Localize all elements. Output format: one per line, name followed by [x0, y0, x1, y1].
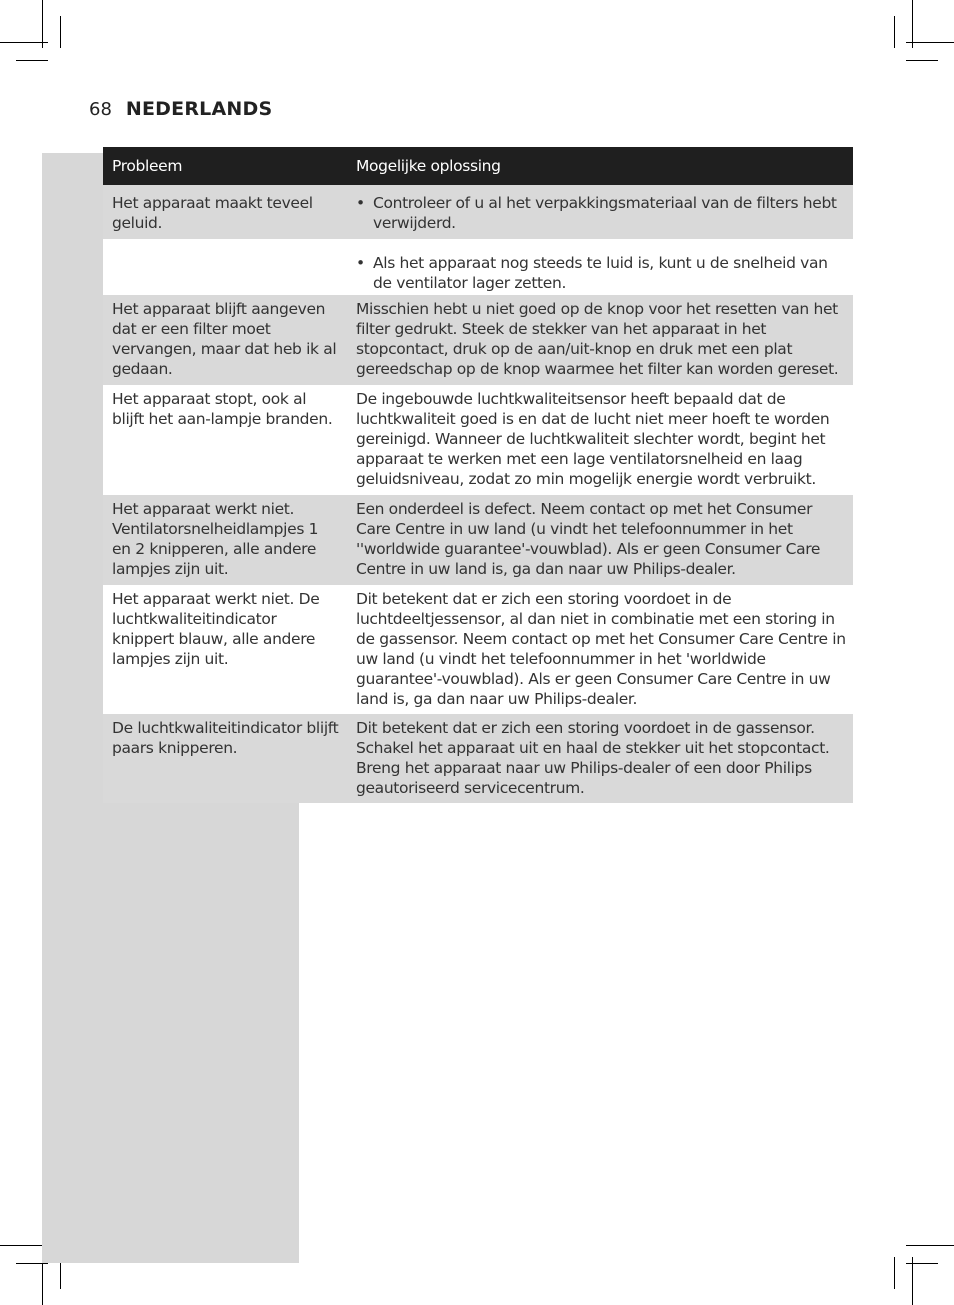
crop-mark — [906, 1263, 938, 1264]
page-number: 68 — [89, 99, 112, 120]
crop-mark — [16, 60, 48, 61]
solution-cell: Dit betekent dat er zich een storing voordoet in de luchtdeeltjessensor, al dan niet in combinatie met een storing in de gassensor. Neem contact op met het Consumer Care Centre in uw land (u vindt het telefoonnummer in het 'worldwide guarantee'-vouwblad). Als er geen Consumer Care Centre in uw land is, ga dan naar uw Philips-dealer. — [356, 590, 846, 708]
bullet-icon: • — [356, 194, 365, 212]
crop-mark — [0, 1245, 48, 1246]
solution-cell: Een onderdeel is defect. Neem contact op met het Consumer Care Centre in uw land (u vindt het telefoonnummer in het ''worldwide guarantee'-vouwblad). Als er geen Consumer Care Centre in uw land is, ga dan naar uw Philips-dealer. — [356, 500, 821, 578]
bullet-icon: • — [356, 254, 365, 272]
troubleshooting-table — [103, 147, 853, 803]
solution-cell — [347, 239, 853, 295]
crop-mark — [60, 16, 61, 48]
crop-mark — [906, 1245, 954, 1246]
crop-mark — [42, 1257, 43, 1305]
table-row — [103, 495, 853, 585]
problem-cell — [103, 239, 347, 295]
problem-cell: Het apparaat werkt niet. De luchtkwaliteitindicator knippert blauw, alle andere lampjes zijn uit. — [112, 590, 320, 668]
page-header — [89, 98, 272, 124]
table-row — [103, 185, 853, 239]
crop-mark — [906, 60, 938, 61]
crop-mark — [912, 1257, 913, 1305]
solution-cell: Dit betekent dat er zich een storing voordoet in de gassensor. Schakel het apparaat uit en haal de stekker uit het stopcontact. Breng het apparaat naar uw Philips-dealer of een door Philips geautoriseerd servicecentrum. — [356, 719, 830, 797]
crop-mark — [894, 1257, 895, 1289]
table-row — [103, 714, 853, 803]
crop-mark — [912, 0, 913, 48]
crop-mark — [42, 0, 43, 48]
solution-cell — [347, 185, 853, 239]
column-header-problem: Probleem — [112, 157, 183, 175]
solution-cell: De ingebouwde luchtkwaliteitsensor heeft bepaald dat de luchtkwaliteit goed is en dat de lucht niet meer hoeft te worden gereinigd. Wanneer de luchtkwaliteit slechter wordt, begint het apparaat te werken met een lage ventilatorsnelheid en laag geluidsniveau, zodat zo min mogelijk energie wordt verbruikt. — [356, 390, 830, 488]
problem-cell: Het apparaat stopt, ook al blijft het aan-lampje branden. — [112, 390, 333, 428]
crop-mark — [906, 42, 954, 43]
problem-cell: Het apparaat blijft aangeven dat er een filter moet vervangen, maar dat heb ik al gedaan. — [112, 300, 337, 378]
column-header-solution: Mogelijke oplossing — [356, 157, 501, 175]
problem-cell: Het apparaat werkt niet. Ventilatorsnelheidlampjes 1 en 2 knipperen, alle andere lampjes zijn uit. — [112, 500, 319, 578]
solution-cell: Misschien hebt u niet goed op de knop voor het resetten van het filter gedrukt. Steek de stekker van het apparaat in het stopcontact, druk op de aan/uit-knop en druk met een plat gereedschap op de knop waarmee het filter kan worden gereset. — [356, 300, 839, 378]
problem-cell: De luchtkwaliteitindicator blijft paars knipperen. — [112, 719, 339, 757]
table-row — [103, 585, 853, 714]
solution-text: Als het apparaat nog steeds te luid is, kunt u de snelheid van de ventilator lager zetten. — [373, 254, 828, 292]
table-row — [103, 385, 853, 495]
crop-mark — [16, 1263, 48, 1264]
solution-text: Controleer of u al het verpakkingsmateriaal van de filters hebt verwijderd. — [373, 194, 837, 232]
table-header-row — [103, 147, 853, 185]
crop-mark — [0, 42, 48, 43]
problem-cell: Het apparaat maakt teveel geluid. — [112, 194, 313, 232]
table-row — [103, 239, 853, 295]
table-row — [103, 295, 853, 385]
crop-mark — [894, 16, 895, 48]
section-title: NEDERLANDS — [125, 98, 273, 120]
